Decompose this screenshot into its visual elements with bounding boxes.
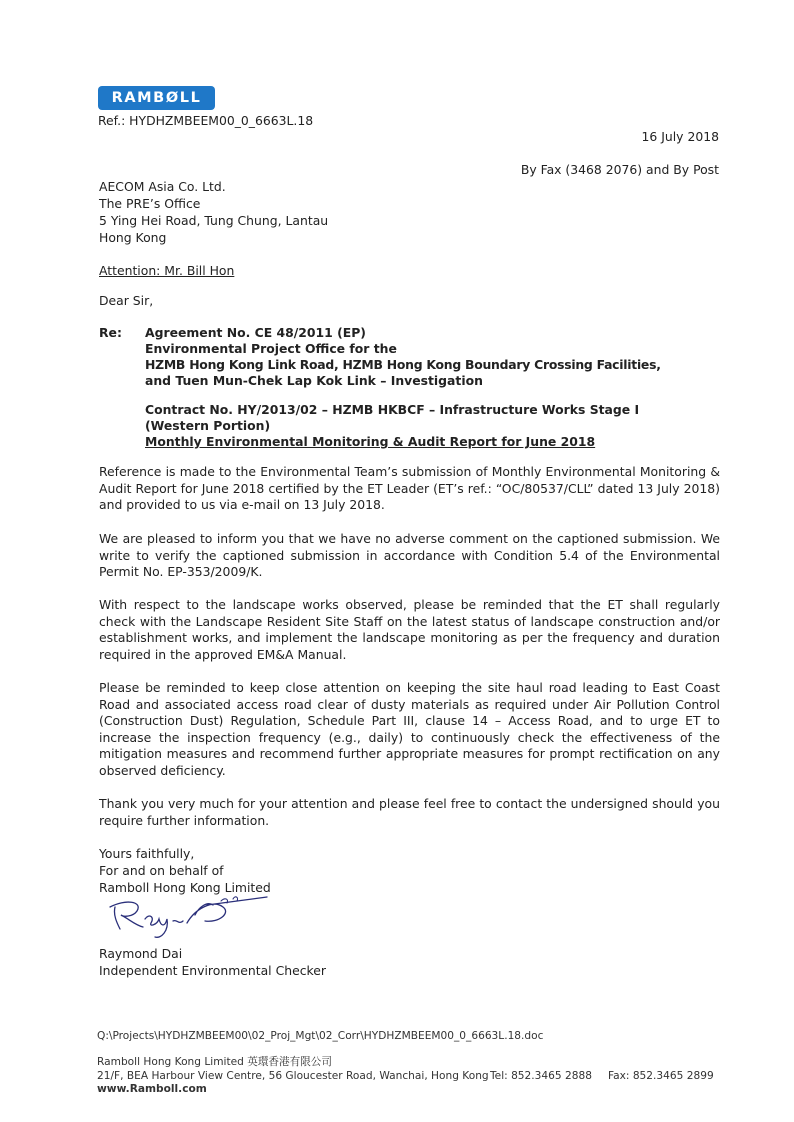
recipient-line: 5 Ying Hei Road, Tung Chung, Lantau [99,213,329,228]
recipient-line: The PRE’s Office [99,196,201,211]
subject-line: (Western Portion) [145,418,271,433]
attention-line: Attention: Mr. Bill Hon [99,263,235,278]
footer-company: Ramboll Hong Kong Limited 英環香港有限公司 [97,1056,332,1068]
subject-line: Environmental Project Office for the [145,341,397,356]
closing-line: Ramboll Hong Kong Limited [99,880,271,895]
subject-line: Agreement No. CE 48/2011 (EP) [145,325,366,340]
footer-website[interactable]: www.Ramboll.com [97,1083,207,1095]
subject-line: HZMB Hong Kong Link Road, HZMB Hong Kong Boundary Crossing Facilities, [145,357,661,372]
company-logo: RAMBØLL [98,86,215,110]
handwritten-signature [95,893,270,943]
signatory-name: Raymond Dai [99,946,183,961]
body-paragraph: With respect to the landscape works observed, please be reminded that the ET shall regularly check with the Landscape Resident Site Staff on the latest status of landscape construction and/or establishment works, and implement the landscape monitoring as per the frequency and duration required in the approved EM&A Manual. [99,597,720,662]
closing-block [99,845,271,896]
subject-line: Contract No. HY/2013/02 – HZMB HKBCF – Infrastructure Works Stage I [145,402,640,417]
reference-number: Ref.: HYDHZMBEEM00_0_6663L.18 [98,113,314,128]
report-title: Monthly Environmental Monitoring & Audit Report for June 2018 [145,434,596,449]
signatory-title: Independent Environmental Checker [99,963,326,978]
body-paragraph: Reference is made to the Environmental Team’s submission of Monthly Environmental Monitoring & Audit Report for June 2018 certified by the ET Leader (ET’s ref.: “OC/80537/CLL” dated 13 July 2018) and provided to us via e-mail on 13 July 2018. [99,464,720,513]
subject-agreement [145,325,720,389]
footer-fax: Fax: 852.3465 2899 [608,1070,714,1082]
signatory-block [99,945,326,979]
closing-line: For and on behalf of [99,863,224,878]
delivery-method: By Fax (3468 2076) and By Post [520,162,719,177]
recipient-address [99,178,328,246]
recipient-line: Hong Kong [99,230,167,245]
closing-line: Yours faithfully, [99,846,195,861]
salutation: Dear Sir, [99,293,154,308]
file-path: Q:\Projects\HYDHZMBEEM00\02_Proj_Mgt\02_Corr\HYDHZMBEEM00_0_6663L.18.doc [97,1030,544,1042]
footer-tel: Tel: 852.3465 2888 [490,1070,592,1082]
subject-label: Re: [99,325,122,340]
subject-contract [145,402,720,450]
body-paragraph: Please be reminded to keep close attention on keeping the site haul road leading to East Coast Road and associated access road clear of dusty materials as required under Air Pollution Control (Construction Dust) Regulation, Schedule Part III, clause 14 – Access Road, and to urge ET to increase the inspection frequency (e.g., daily) to continuously check the effectiveness of the mitigation measures and recommend further appropriate measures for prompt rectification on any observed deficiency. [99,680,720,778]
letter-date: 16 July 2018 [641,129,719,144]
recipient-line: AECOM Asia Co. Ltd. [99,179,226,194]
body-paragraph: We are pleased to inform you that we have no adverse comment on the captioned submission. We write to verify the captioned submission in accordance with Condition 5.4 of the Environmental Permit No. EP-353/2009/K. [99,531,720,580]
subject-line: and Tuen Mun-Chek Lap Kok Link – Investigation [145,373,483,388]
body-paragraph: Thank you very much for your attention and please feel free to contact the undersigned should you require further information. [99,796,720,828]
footer-address: 21/F, BEA Harbour View Centre, 56 Gloucester Road, Wanchai, Hong Kong [97,1070,489,1082]
